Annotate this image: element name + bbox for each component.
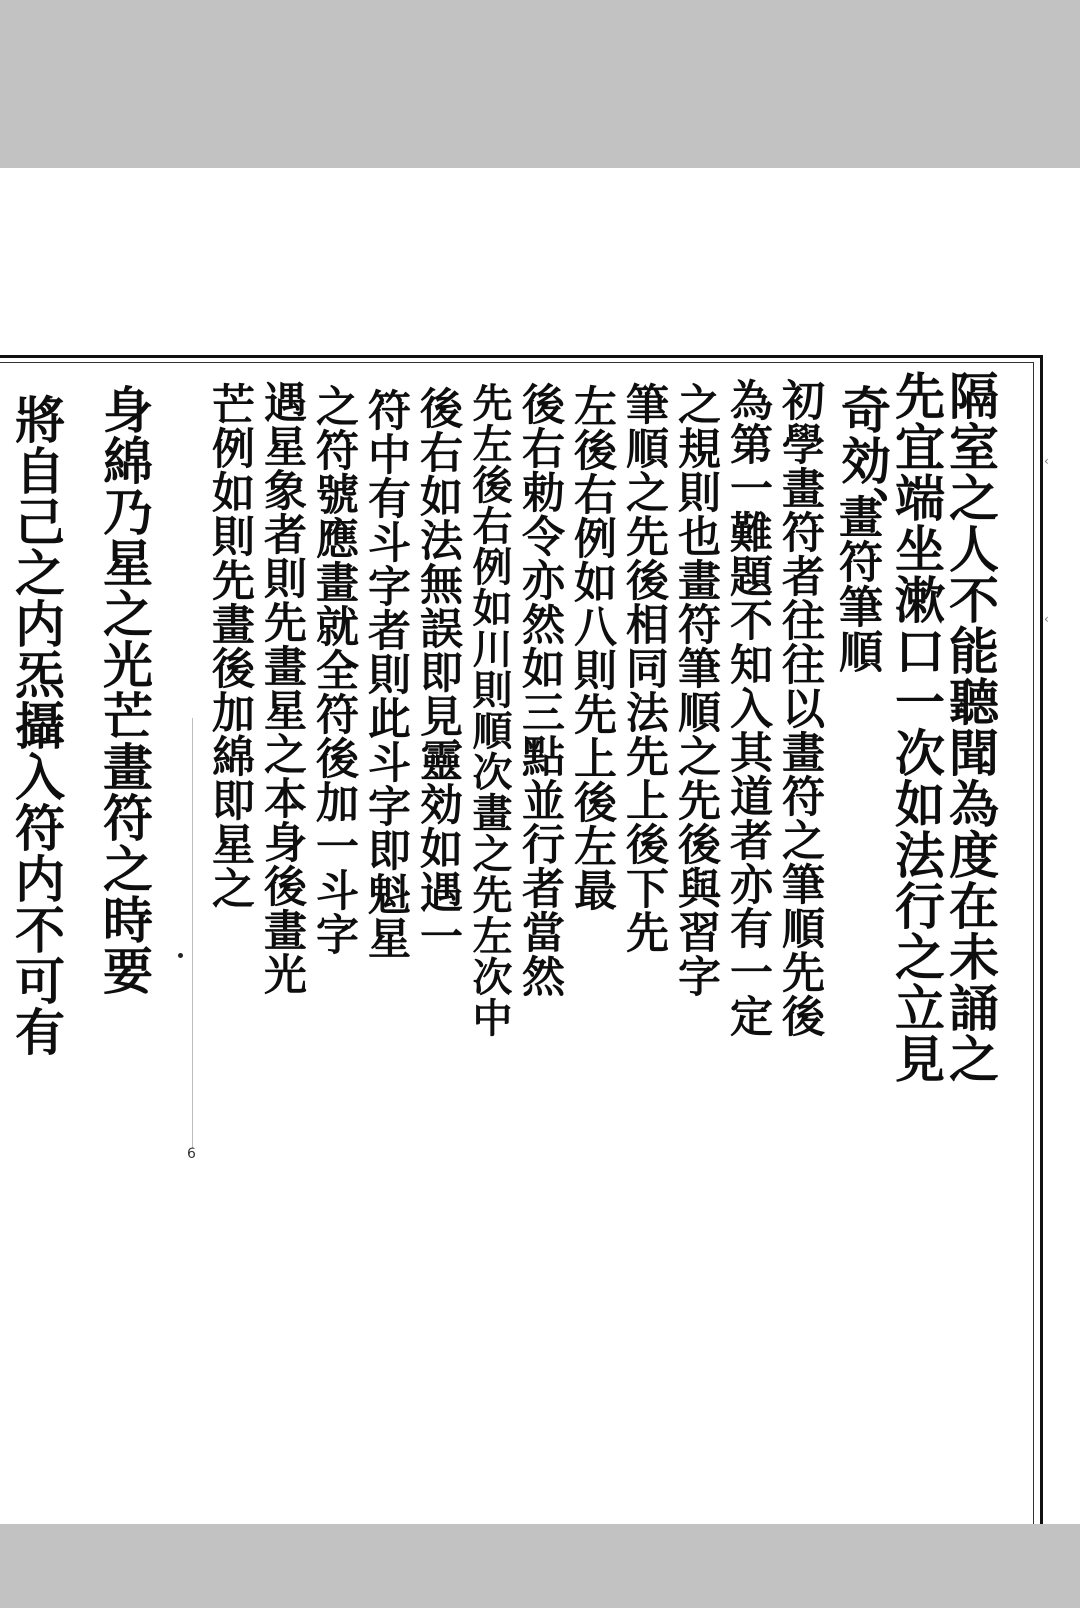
- text-column-7: 之規則也畫符筆順之先後與習字: [671, 382, 721, 998]
- scan-speck: [178, 953, 183, 958]
- text-column-17: 身綿乃星之光芒畫符之時要: [95, 384, 154, 996]
- text-column-13: 符中有斗字者則此斗字即魁星: [361, 388, 411, 960]
- page-number: 6: [187, 1146, 196, 1162]
- text-column-10: 後右勅令亦然如三點並行者當然: [515, 382, 565, 998]
- text-column-9: 左後右例如八則先上後左最: [567, 384, 617, 912]
- text-column-5: 初學畫符者往往以畫符之筆順先後: [775, 378, 825, 1038]
- text-column-8: 筆順之先後相同法先上後下先: [619, 382, 669, 954]
- text-column-3: 奇効、: [833, 384, 892, 537]
- text-column-6: 為第一難題不知入其道者亦有一定: [723, 378, 773, 1038]
- fold-line: [192, 718, 193, 1148]
- top-gray-bar: [0, 0, 1080, 168]
- text-column-12: 後右如法無誤即見靈効如遇一: [413, 386, 463, 958]
- text-column-18: 將自己之内炁攝入符内不可有: [7, 394, 66, 1057]
- text-column-16: 芒例如則先畫後加綿即星之: [205, 382, 255, 910]
- text-column-11: 先左後右例如川則順次畫之先左次中: [466, 382, 513, 1038]
- edge-mark: ‹: [1044, 612, 1049, 626]
- edge-mark: ‹: [1044, 454, 1049, 468]
- text-column-15: 遇星象者則先畫星之本身後畫光: [257, 380, 307, 996]
- text-column-2: 先宜端坐漱口一次如法行之立見: [887, 370, 946, 1084]
- bottom-gray-bar: [0, 1524, 1080, 1608]
- section-heading: 畫符筆順: [831, 494, 882, 674]
- text-column-1: 隔室之人不能聽聞為度在未誦之: [941, 370, 1000, 1084]
- text-column-14: 之符號應畫就全符後加一斗字: [309, 384, 359, 956]
